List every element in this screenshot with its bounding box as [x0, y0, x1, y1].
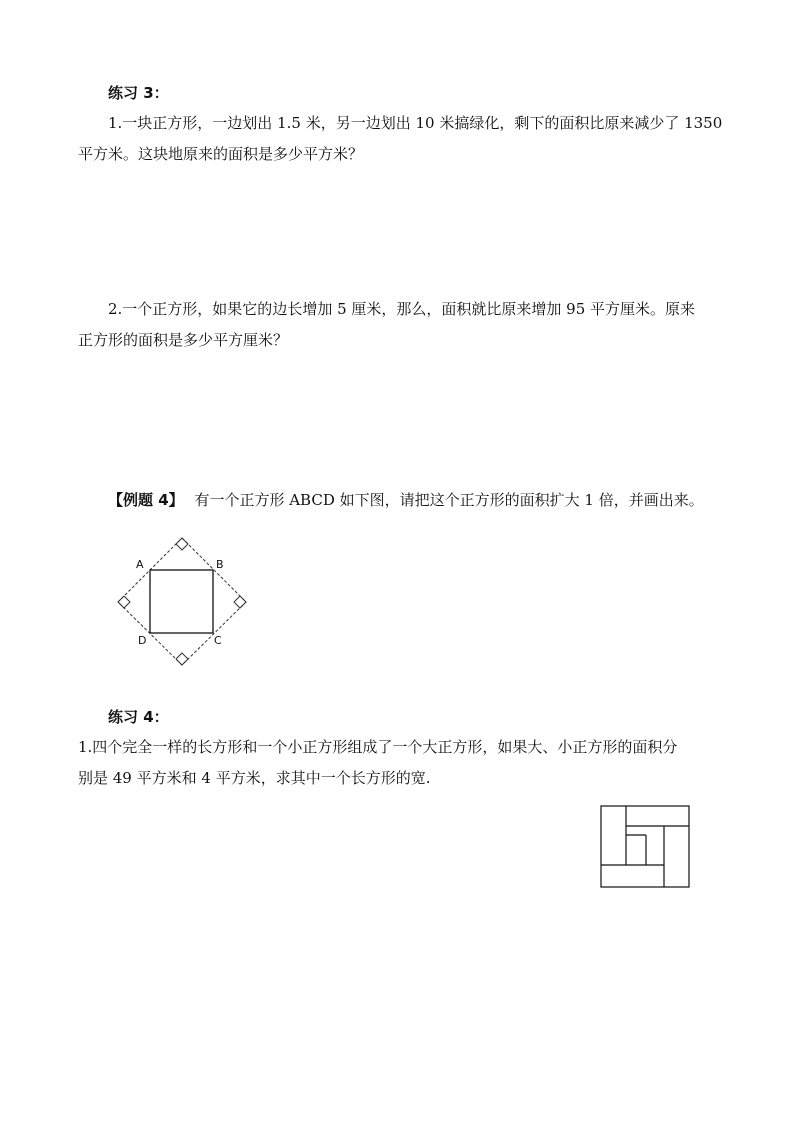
- vertex-d-label: D: [138, 634, 147, 647]
- vertex-a-label: A: [136, 558, 144, 571]
- practice-3-q1-line2: 平方米。这块地原来的面积是多少平方米？: [78, 145, 364, 163]
- vertex-b-label: B: [216, 558, 224, 571]
- practice-3-q1-line1: 1.一块正方形，一边划出 1.5 米，另一边划出 10 米搞绿化，剩下的面积比原来减少了 1350: [108, 114, 723, 132]
- example-4: [108, 490, 704, 510]
- example-4-text: 有一个正方形 ABCD 如下图，请把这个正方形的面积扩大 1 倍，并画出来。: [194, 491, 704, 509]
- square-abcd-figure: [110, 530, 260, 670]
- practice-3-heading: 练习 3：: [108, 84, 169, 102]
- example-4-label: 【例题 4】: [108, 491, 184, 509]
- vertex-c-label: C: [214, 634, 222, 647]
- outer-square: [601, 806, 689, 887]
- right-angle-right: [234, 596, 246, 608]
- pinwheel-figure: [600, 805, 690, 888]
- practice-3-q2-line2: 正方形的面积是多少平方厘米？: [78, 331, 289, 349]
- right-angle-bottom: [176, 653, 188, 665]
- practice-4-q1-line1: 1.四个完全一样的长方形和一个小正方形组成了一个大正方形，如果大、小正方形的面积分: [78, 738, 678, 756]
- practice-3-q2-line1: 2.一个正方形，如果它的边长增加 5 厘米，那么，面积就比原来增加 95 平方厘米。原来: [108, 300, 696, 318]
- right-angle-top: [176, 538, 188, 550]
- practice-4-q1-line2: 别是 49 平方米和 4 平方米，求其中一个长方形的宽.: [78, 769, 431, 787]
- practice-4-heading: 练习 4：: [108, 708, 169, 726]
- square-abcd: [150, 570, 213, 633]
- right-angle-left: [118, 596, 130, 608]
